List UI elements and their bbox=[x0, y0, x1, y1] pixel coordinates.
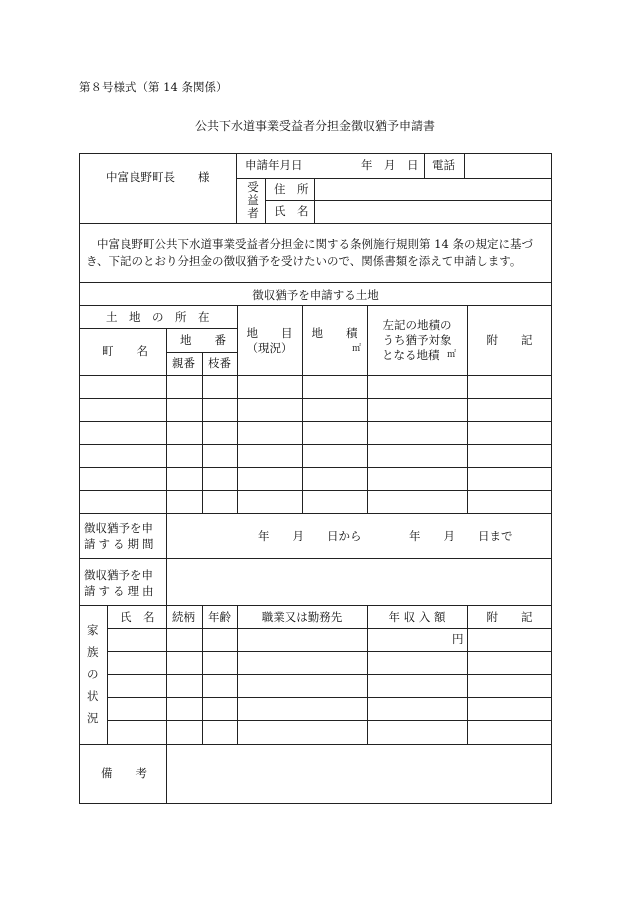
form-title: 公共下水道事業受益者分担金徴収猶予申請書 bbox=[194, 119, 435, 133]
area-unit: ㎡ bbox=[352, 344, 362, 354]
name-label: 氏 名 bbox=[274, 204, 309, 218]
land-category-sub: （現況） bbox=[246, 341, 293, 355]
land-row[interactable] bbox=[80, 376, 551, 398]
land-remarks-header: 附 記 bbox=[486, 333, 533, 347]
family-income-header: 年 収 入 額 bbox=[388, 610, 446, 624]
land-row[interactable] bbox=[80, 491, 551, 513]
period-label-2: 請する期間 bbox=[84, 537, 157, 551]
lot-header: 地 番 bbox=[180, 333, 226, 347]
land-category-header: 地 目 bbox=[246, 326, 293, 340]
date-value: 年 月 日 bbox=[361, 158, 419, 172]
deferred-area-line-2: うち猶予対象 bbox=[382, 333, 452, 347]
phone-field[interactable] bbox=[466, 155, 554, 178]
reason-label-1: 徴収猶予を申 bbox=[84, 568, 153, 582]
land-row[interactable] bbox=[80, 422, 551, 444]
family-income-unit: 円 bbox=[452, 632, 464, 646]
family-section-char: 況 bbox=[87, 711, 99, 725]
reason-field[interactable] bbox=[168, 560, 554, 605]
period-to: 年 月 日まで bbox=[409, 529, 513, 543]
town-header: 町 名 bbox=[102, 344, 148, 358]
family-row[interactable] bbox=[108, 652, 551, 674]
reason-label-2: 請する理由 bbox=[84, 584, 157, 598]
land-section-title: 徴収猶予を申請する土地 bbox=[252, 288, 379, 302]
applicant-label: 受 益 者 bbox=[247, 180, 259, 220]
parent-lot-header: 親番 bbox=[172, 356, 195, 370]
family-remarks-header: 附 記 bbox=[486, 610, 533, 624]
deferred-area-unit: ㎡ bbox=[447, 350, 457, 360]
land-row[interactable] bbox=[80, 468, 551, 490]
deferred-area-line-1: 左記の地積の bbox=[382, 318, 452, 332]
name-field[interactable] bbox=[316, 202, 554, 223]
family-occupation-header: 職業又は勤務先 bbox=[261, 610, 343, 624]
family-row[interactable] bbox=[108, 675, 551, 697]
family-relation-header: 続柄 bbox=[172, 610, 195, 624]
family-age-header: 年齢 bbox=[208, 610, 231, 624]
statement-line-1: 中富良野町公共下水道事業受益者分担金に関する条例施行規則第 14 条の規定に基づ bbox=[97, 237, 533, 251]
branch-lot-header: 枝番 bbox=[208, 356, 231, 370]
location-header: 土 地 の 所 在 bbox=[106, 310, 210, 324]
period-label-1: 徴収猶予を申 bbox=[84, 521, 153, 535]
statement-line-2: き、下記のとおり分担金の徴収猶予を受けたいので、関係書類を添えて申請します。 bbox=[86, 254, 522, 268]
family-section-char: 状 bbox=[87, 689, 99, 703]
notes-label: 備 考 bbox=[101, 766, 147, 780]
deferred-area-line-3: となる地積 bbox=[382, 348, 440, 362]
family-name-header: 氏 名 bbox=[120, 610, 155, 624]
address-label: 住 所 bbox=[274, 182, 309, 196]
family-row[interactable] bbox=[108, 698, 551, 720]
family-section-char: 家 bbox=[87, 623, 99, 637]
land-row[interactable] bbox=[80, 445, 551, 467]
land-row[interactable] bbox=[80, 399, 551, 421]
family-row[interactable] bbox=[108, 721, 551, 743]
addressee: 中富良野町長 様 bbox=[106, 170, 210, 184]
family-row[interactable] bbox=[108, 629, 551, 651]
notes-field[interactable] bbox=[168, 746, 554, 804]
date-label: 申請年月日 bbox=[245, 158, 303, 172]
area-header: 地 積 bbox=[311, 326, 358, 340]
phone-label: 電話 bbox=[432, 158, 455, 172]
form-number: 第８号様式（第 14 条関係） bbox=[79, 80, 228, 94]
family-section-char: 族 bbox=[87, 645, 99, 659]
address-field[interactable] bbox=[316, 180, 554, 201]
family-section-char: の bbox=[87, 667, 99, 681]
period-from: 年 月 日から bbox=[258, 529, 362, 543]
